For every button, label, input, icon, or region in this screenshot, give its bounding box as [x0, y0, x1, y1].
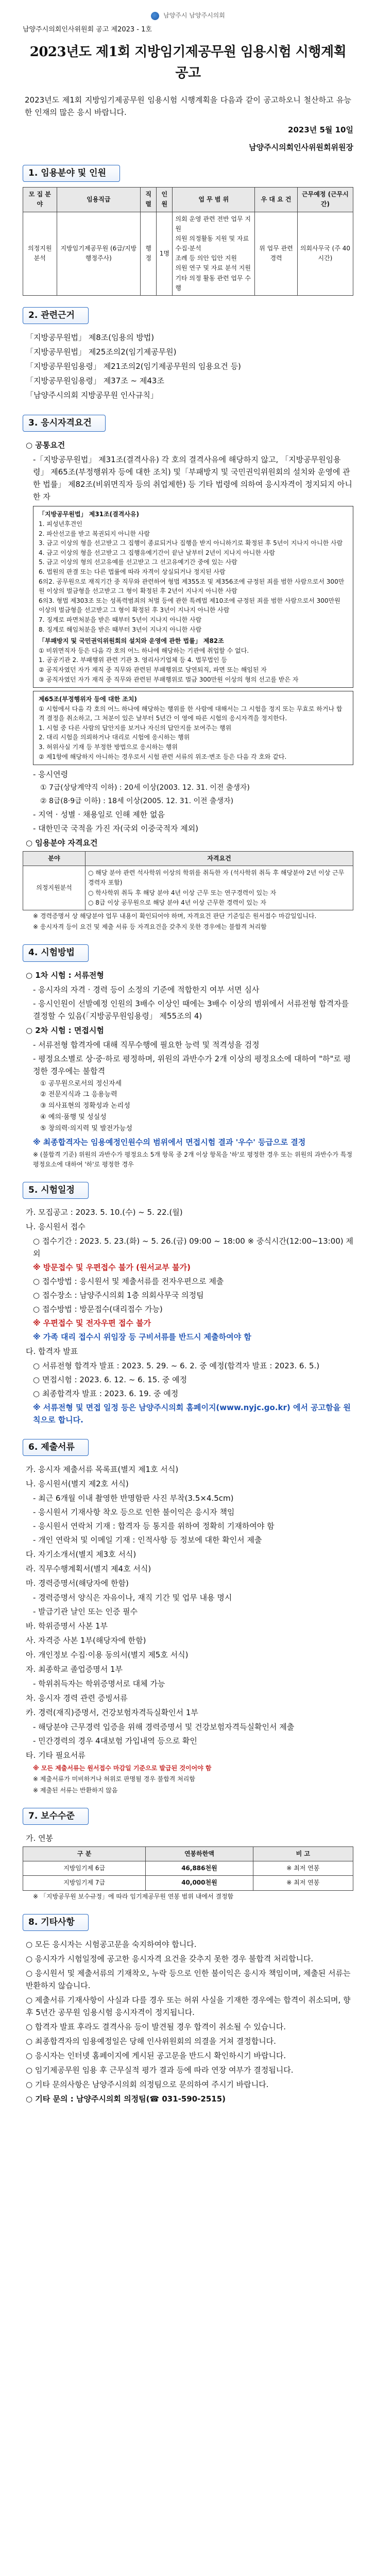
- table-header: 임용직급: [57, 188, 141, 212]
- list-item: 「지방공무원법」 제25조의2(임기제공무원): [26, 347, 177, 357]
- table-cell: 지방임기제 7급: [23, 1876, 146, 1890]
- list-item: 1. 피성년후견인: [39, 520, 82, 528]
- list-item: 1. 시험 중 다른 사람의 답안지를 보거나 자신의 답안지를 보여주는 행위: [39, 724, 232, 732]
- list-item: ○ 접수기간 : 2023. 5. 23.(화) ~ 5. 26.(금) 09:00 ~ 18:00 ※ 중식시간(12:00~13:00) 제외: [33, 1236, 353, 1259]
- subsection-title: ○ 2차 시험 : 면접시험: [26, 1025, 104, 1035]
- list-item: ○ 해당 분야 관련 석사학위 이상의 학위를 취득한 자 (석사학위 취득 후 해당분야 2년 이상 근무 경력자 포함): [88, 869, 345, 887]
- list-item: ⑤ 창의력·의지력 및 발전가능성: [40, 1124, 132, 1132]
- list-item: ① 비위면직자 등은 다음 각 호의 어느 하나에 해당하는 기관에 취업할 수 없다.: [39, 647, 249, 654]
- list-item: 마. 경력증명서(해당자에 한함): [26, 1579, 129, 1588]
- table-cell: 46,886천원: [146, 1861, 253, 1876]
- table-header: 구 분: [23, 1847, 146, 1861]
- list-item: - 해당분야 근무경력 입증을 위해 경력증명서 및 건강보험자격득실확인서 제출: [33, 1722, 295, 1732]
- note-text: ※ 최종합격자는 임용예정인원수의 범위에서 면접시험 결과 '우수' 등급으로 결정: [33, 1137, 306, 1147]
- list-item: - 개인 연락처 및 이메일 기재 : 인적사항 등 정보에 대한 확인서 제출: [33, 1535, 262, 1545]
- list-item: ○ 8급 이상 공무원으로 해당 분야 4년 이상 근무한 경력이 있는 자: [88, 899, 266, 906]
- list-item: ○ 최종합격자 발표 : 2023. 6. 19. 중 예정: [33, 1389, 179, 1399]
- list-item: - 평정요소별로 상·중·하로 평정하며, 위원의 과반수가 2개 이상의 평정요소에 대하여 "하"로 평정한 경우에는 불합격: [33, 1054, 351, 1076]
- city-emblem-icon: [151, 12, 159, 20]
- list-item: ○ 면접시험 : 2023. 6. 12. ~ 6. 15. 중 예정: [33, 1375, 187, 1385]
- requirements-cell: [86, 866, 353, 910]
- list-item: ○ 합격자 발표 후라도 결격사유 등이 발견될 경우 합격이 취소될 수 있습니다.: [26, 2022, 286, 2031]
- list-item: - 서류전형 합격자에 대해 직무수행에 필요한 능력 및 적격성을 검정: [33, 1040, 260, 1049]
- list-item: - 발급기관 날인 또는 인증 필수: [33, 1607, 138, 1617]
- salary-table: [23, 1846, 353, 1891]
- note-text: ※ 「지방공무원 보수규정」에 따라 임기제공무원 연봉 범위 내에서 결정함: [33, 1892, 234, 1900]
- positions-table: [23, 187, 353, 296]
- list-item: 바. 학위증명서 사본 1부: [26, 1621, 108, 1631]
- list-item: 다. 자기소개서(별지 제3호 서식): [26, 1550, 136, 1560]
- list-item: ③ 공직자였던 자가 재직 중 직무와 관련된 부패행위로 벌금 300만원 이상의 형의 선고를 받은 자: [39, 675, 299, 683]
- table-row: [23, 866, 353, 910]
- list-item: ④ 예의·품행 및 성실성: [40, 1113, 107, 1121]
- list-item: ○ 접수장소 : 남양주시의회 1층 의회사무국 의정팀: [33, 1291, 204, 1300]
- list-item: 「지방공무원임용령」 제21조의2(임기제공무원의 임용요건 등): [26, 362, 241, 371]
- table-cell: 의정지원분석: [23, 866, 86, 910]
- list-item: - 지역 · 성별 · 채용일로 인해 제한 없음: [33, 810, 165, 820]
- subsection-title: 나. 응시원서 접수: [26, 1222, 86, 1232]
- note-text: ※ 서류전형 및 면접 일정 등은 남양주시의회 홈페이지(www.nyjc.go.kr) 에서 공고함을 원칙으로 합니다.: [33, 1403, 351, 1425]
- list-item: 「남양주시의회 지방공무원 인사규칙」: [26, 391, 158, 400]
- table-header: 연봉하한액: [146, 1847, 253, 1861]
- list-item: ○ 서류전형 합격자 발표 : 2023. 5. 29. ~ 6. 2. 중 예정(합격자 발표 : 2023. 6. 5.): [33, 1361, 320, 1371]
- list-item: - 응시자의 자격 · 경력 등이 소정의 기준에 적합한지 여부 서면 심사: [33, 985, 260, 994]
- table-header-row: [23, 188, 353, 212]
- legal-box: [33, 506, 353, 688]
- note-text: ※ 제출서류가 미비하거나 허위로 판명될 경우 불합격 처리함: [33, 1775, 195, 1783]
- list-item: 의원 연구 및 자료 분석 지원: [175, 264, 251, 272]
- subsection-title: ○ 임용분야 자격요건: [26, 838, 98, 848]
- page-title: 2023년도 제1회 지방임기제공무원 임용시험 시행계획 공고: [29, 44, 347, 81]
- paragraph: -「지방공무원법」 제31조(결격사유) 각 호의 결격사유에 해당하지 않고, 「지방공무원임용령」 제65조(부정행위자 등에 대한 조치) 및「부패방지 및 국민권익위원회의 설치와 운영에 관한 법률」 제82조(비위면직자 등의 취업제한) 등 기타 법령에 의하여 응시자격이 정지되지 아니한 자: [33, 455, 352, 502]
- warning-text: ※ 우편접수 및 전자우편 접수 불가: [33, 1318, 151, 1328]
- list-item: 카. 경력(재직)증명서, 건강보험자격득실확인서 1부: [26, 1708, 198, 1718]
- table-cell: 행정: [141, 212, 157, 296]
- org-header: [23, 10, 353, 22]
- table-row: [23, 212, 353, 296]
- table-header: 근무예정 (근무시간): [297, 188, 353, 212]
- list-item: 3. 금고 이상의 형을 선고받고 그 집행이 종료되거나 집행을 받지 아니하기로 확정된 후 5년이 지나지 아니한 사람: [39, 539, 343, 547]
- note-text: ※ (불합격 기준) 위원의 과반수가 평정요소 5개 항목 중 2개 이상 항목을 '하'로 평정한 경우 또는 위원의 과반수가 특정 평정요소에 대하여 '하'로 평정한 경우: [33, 1150, 352, 1168]
- section-heading: 1. 임용분야 및 인원: [23, 165, 120, 182]
- list-item: - 최근 6개월 이내 촬영한 반명함판 사진 부착(3.5×4.5cm): [33, 1494, 234, 1503]
- section-heading: 4. 시험방법: [23, 944, 89, 961]
- table-cell: 40,000천원: [146, 1876, 253, 1890]
- list-item: 조례 등 의안 입안 지원: [175, 255, 237, 262]
- requirements-table: [23, 851, 353, 910]
- list-item: 아. 개인정보 수집·이용 동의서(별지 제5호 서식): [26, 1650, 189, 1660]
- note-text: ※ 응시자격 등이 요건 및 제출 서류 등 자격요건을 갖추지 못한 경우에는 불합격 처리함: [33, 923, 267, 931]
- list-item: 「지방공무원법」 제8조(임용의 방법): [26, 333, 155, 343]
- list-item: ○ 기타 문의사항은 남양주시의회 의정팀으로 문의하여 주시기 바랍니다.: [26, 2079, 269, 2089]
- list-item: ○ 학사학위 취득 후 해당 분야 4년 이상 근무 또는 연구경력이 있는 자: [88, 889, 277, 896]
- table-cell: 1명: [157, 212, 173, 296]
- duties-cell: [173, 212, 255, 296]
- table-header: 인원: [157, 188, 173, 212]
- warning-text: ※ 가족 대리 접수시 위임장 등 구비서류를 반드시 제출하여야 함: [33, 1332, 251, 1342]
- list-item: 6의2. 공무원으로 재직기간 중 직무와 관련하여 형법 제355조 및 제356조에 규정된 죄를 범한 사람으로서 300만원 이상의 벌금형을 선고받고 그 형이 확정된 후 2년이 지나지 아니한 사람: [39, 578, 345, 595]
- list-item: - 학위취득자는 학위증명서로 대체 가능: [33, 1679, 165, 1689]
- list-item: 타. 기타 필요서류: [26, 1751, 86, 1760]
- legal-box: [33, 691, 353, 765]
- table-cell: 지방임기제 6급: [23, 1861, 146, 1876]
- list-item: 기타 의정 활동 관련 업무 수행: [175, 274, 251, 292]
- note-text: ※ 경력증명서 상 해당분야 업무 내용이 확인되어야 하며, 자격요건 판단 기준일은 원서접수 마감일입니다.: [33, 912, 317, 920]
- section-heading: 7. 보수수준: [23, 1808, 89, 1825]
- list-item: ○ 응시원서 및 제출서류의 기재착오, 누락 등으로 인한 불이익은 응시자 책임이며, 제출된 서류는 반환하지 않습니다.: [26, 1968, 351, 1990]
- list-item: 6. 법원의 판결 또는 다른 법률에 따라 자격이 상실되거나 정지된 사람: [39, 568, 226, 575]
- subsection-title: 가. 연봉: [26, 1834, 54, 1843]
- list-item: ○ 접수방법 : 응시원서 및 제출서류를 전자우편으로 제출: [33, 1277, 224, 1286]
- note-text: ※ 제출된 서류는 반환하지 않음: [33, 1786, 118, 1794]
- warning-text: ※ 방문접수 및 우편접수 불가 (원서교부 불가): [33, 1263, 191, 1273]
- list-item: ○ 임기제공무원 임용 후 근무실적 평가 결과 등에 따라 연장 여부가 결정됩니다.: [26, 2065, 294, 2075]
- notice-date: 2023년 5월 10일: [288, 125, 353, 134]
- list-item: ○ 접수방법 : 방문접수(대리접수 가능): [33, 1304, 163, 1314]
- list-item: 차. 응시자 경력 관련 증빙서류: [26, 1693, 128, 1703]
- list-item: 나. 응시원서(별지 제2호 서식): [26, 1479, 129, 1489]
- box-title: 「부패방지 및 국민권익위원회의 설치와 운영에 관한 법률」 제82조: [39, 637, 224, 645]
- table-cell: ※ 최저 연봉: [253, 1876, 353, 1890]
- list-item: 가. 응시자 제출서류 목록표(별지 제1호 서식): [26, 1465, 179, 1475]
- list-item: - 응시인원이 선발예정 인원의 3배수 이상인 때에는 3배수 이상의 범위에서 서류전형 합격자를 결정할 수 있음(「지방공무원임용령」 제55조의 4): [33, 998, 349, 1021]
- section-heading: 2. 관련근거: [23, 307, 89, 324]
- subsection-title: ○ 1차 시험 : 서류전형: [26, 970, 104, 980]
- table-cell: 의회사무국 (주 40시간): [297, 212, 353, 296]
- table-row: [23, 1876, 353, 1890]
- table-header: 분야: [23, 852, 86, 866]
- table-header-row: [23, 1847, 353, 1861]
- table-cell: 의정지원분석: [23, 212, 57, 296]
- list-item: 6의3. 형법 제303조 또는 성폭력범죄의 처벌 등에 관한 특례법 제10조에 규정된 죄를 범한 사람으로서 300만원 이상의 벌금형을 선고받고 그 형이 확정된 후 3년이 지나지 아니한 사람: [39, 597, 340, 614]
- section-heading: 3. 응시자격요건: [23, 415, 106, 432]
- list-item: 「지방공무원임용령」 제37조 ~ 제43조: [26, 376, 164, 386]
- table-header: 자격요건: [86, 852, 353, 866]
- section-heading: 5. 시험일정: [23, 1182, 89, 1199]
- list-item: - 응시원서 기재사항 착오 등으로 인한 불이익은 응시자 책임: [33, 1507, 235, 1517]
- box-title: 「지방공무원법」 제31조(결격사유): [39, 511, 139, 518]
- list-item: - 응시원서 연락처 기재 : 합격자 등 통지를 위하여 정확히 기재하여야 함: [33, 1521, 275, 1531]
- list-item: ② 제1항에 해당하지 아니하는 경우로서 시험 관련 서류의 위조·변조 등은 다음 각 호와 같다.: [39, 753, 287, 760]
- list-item: 4. 금고 이상의 형을 선고받고 그 집행유예기간이 끝난 날부터 2년이 지나지 아니한 사람: [39, 549, 275, 556]
- list-item: ② 전문지식과 그 응용능력: [40, 1091, 117, 1099]
- list-item: ○ 제출서류 기재사항이 사실과 다를 경우 또는 허위 사실을 기재한 경우에는 합격이 취소되며, 향후 5년간 공무원 임용시험 응시자격이 정지됩니다.: [26, 1995, 351, 2017]
- notice-signer: 남양주시의회인사위원회위원장: [249, 142, 353, 152]
- list-item: 의회 운영 관련 전반 업무 지원: [175, 215, 251, 232]
- note-text: ※ 모든 제출서류는 원서접수 마감일 기준으로 발급된 것이어야 함: [33, 1765, 212, 1772]
- table-header: 업 무 범 위: [173, 188, 255, 212]
- table-cell: ※ 최저 연봉: [253, 1861, 353, 1876]
- intro-text: 2023년도 제1회 지방임기제공무원 임용시험 시행계획을 다음과 같이 공고하오니 철산하고 유능한 인재의 많은 응시 바랍니다.: [25, 95, 351, 117]
- table-header: 직렬: [141, 188, 157, 212]
- table-header: 비 고: [253, 1847, 353, 1861]
- list-item: - 경력증명서 양식은 자유이나, 재직 기간 및 업무 내용 명시: [33, 1593, 232, 1603]
- list-item: ○ 응시자는 인터넷 홈페이지에 게시된 공고문을 반드시 확인하시기 바랍니다.: [26, 2050, 286, 2060]
- section-heading: 6. 제출서류: [23, 1439, 89, 1456]
- list-item: 5. 금고 이상의 형의 선고유예를 선고받고 그 선고유예기간 중에 있는 사람: [39, 558, 237, 566]
- list-item: ③ 의사표현의 정확성과 논리성: [40, 1102, 130, 1110]
- list-item: 제65조(부정행위자 등에 대한 조치): [39, 696, 137, 703]
- list-item: ① 공무원으로서의 정신자세: [40, 1079, 122, 1088]
- list-item: 라. 직무수행계획서(별지 제4호 서식): [26, 1564, 151, 1574]
- subsection-title: - 응시연령: [33, 770, 69, 779]
- subsection-title: ○ 공통요건: [26, 440, 65, 450]
- contact-text: ○ 기타 문의 : 남양주시의회 의정팀(☎ 031-590-2515): [26, 2094, 226, 2104]
- list-item: ○ 모든 응시자는 시험공고문을 숙지하여야 합니다.: [26, 1939, 197, 1949]
- list-item: ① 시험에서 다음 각 호의 어느 하나에 해당하는 행위를 한 사람에 대해서는 그 시험을 정지 또는 무효로 하거나 합격 결정을 취소하고, 그 처분이 있은 날부터 5년간 이 영에 따른 시험의 응시자격을 정지한다.: [39, 705, 343, 722]
- list-item: 8. 징계로 해임처분을 받은 때부터 3년이 지나지 아니한 사람: [39, 625, 202, 633]
- list-item: ○ 최종합격자의 임용예정일은 당해 인사위원회의 의결을 거쳐 결정합니다.: [26, 2036, 276, 2046]
- list-item: - 민간경력의 경우 4대보험 가입내역 등으로 확인: [33, 1736, 197, 1746]
- list-item: 가. 모집공고 : 2023. 5. 10.(수) ~ 5. 22.(월): [26, 1208, 183, 1217]
- table-header-row: [23, 852, 353, 866]
- table-cell: 지방임기제공무원 (6급/지방행정주사): [57, 212, 141, 296]
- org-name: 남양주시 남양주시의회: [163, 12, 225, 20]
- section-heading: 8. 기타사항: [23, 1914, 89, 1931]
- list-item: 2. 대리 시험을 의뢰하거나 대리로 시험에 응시하는 행위: [39, 734, 190, 741]
- table-header: 우 대 요 건: [255, 188, 298, 212]
- table-row: [23, 1861, 353, 1876]
- table-cell: 위 업무 관련 경력: [255, 212, 298, 296]
- list-item: 7. 징계로 파면처분을 받은 때부터 5년이 지나지 아니한 사람: [39, 616, 202, 623]
- list-item: ○ 응시자가 시험일정에 공고한 응시자격 요건을 갖추지 못한 경우 불합격 처리합니다.: [26, 1954, 314, 1963]
- list-item: 2. 파산선고를 받고 복권되지 아니한 사람: [39, 530, 150, 537]
- list-item: 자. 최종학교 졸업증명서 1부: [26, 1665, 123, 1674]
- table-header: 모 집 분 야: [23, 188, 57, 212]
- list-item: 사. 자격증 사본 1부(해당자에 한함): [26, 1636, 146, 1646]
- subsection-title: 다. 합격자 발표: [26, 1347, 78, 1357]
- list-item: - 대한민국 국적을 가진 자(국외 이중국적자 제외): [33, 824, 199, 834]
- list-item: 3. 허위사실 기재 등 부정한 방법으로 응시하는 행위: [39, 743, 178, 751]
- list-item: ① 7급(상당계약직 이하) : 20세 이상(2003. 12. 31. 이전 출생자): [40, 784, 250, 792]
- list-item: ② 8급(8·9급 이하) : 18세 이상(2005. 12. 31. 이전 출생자): [40, 796, 234, 805]
- list-item: 1. 공공기관 2. 부패행위 관련 기관 3. 영리사기업체 등 4. 법무법인 등: [39, 656, 227, 664]
- list-item: ② 공직자였던 자가 재직 중 직무와 관련된 부패행위로 당연퇴직, 파면 또는 해임된 자: [39, 666, 267, 673]
- list-item: 의원 의정활동 지원 및 자료 수집·분석: [175, 234, 249, 252]
- notice-number: 남양주시의회인사위원회 공고 제2023 - 1호: [23, 26, 152, 33]
